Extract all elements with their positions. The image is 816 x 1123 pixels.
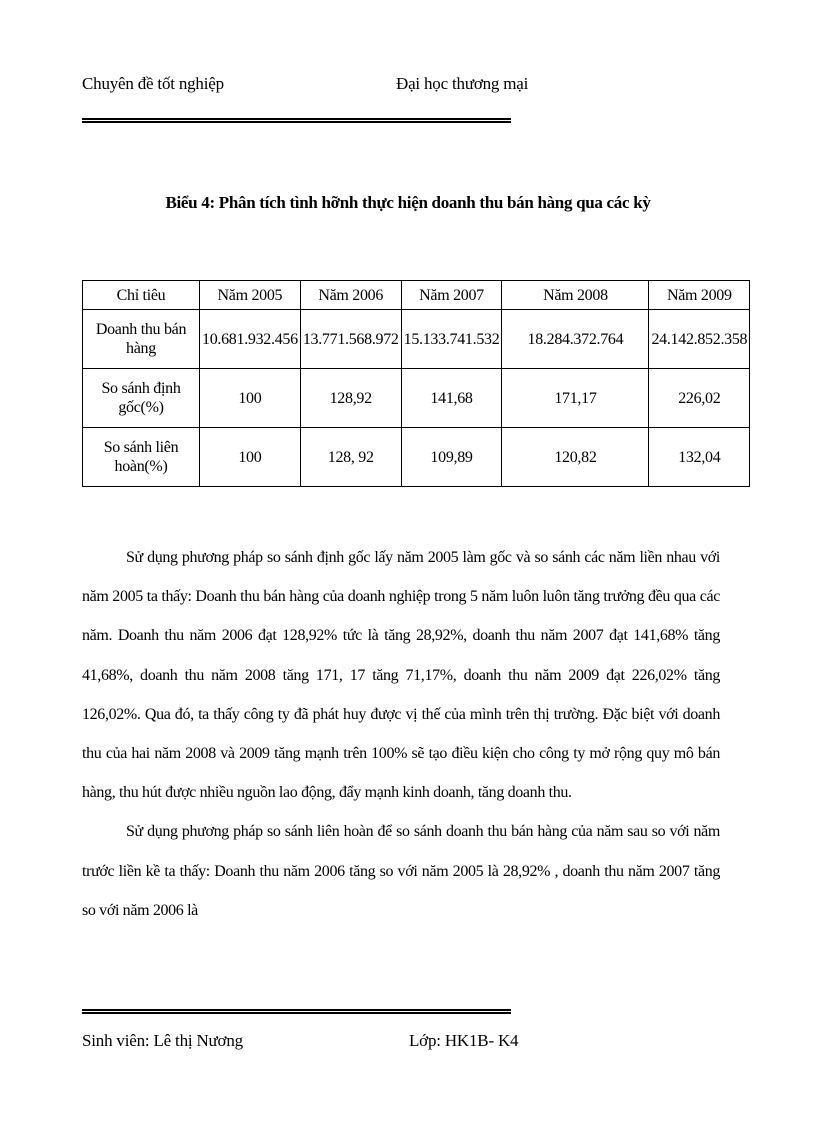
body-text bbox=[82, 538, 720, 930]
table-cell: 128,92 bbox=[300, 369, 401, 428]
header-divider bbox=[82, 118, 511, 123]
table-cell: 109,89 bbox=[401, 428, 502, 487]
revenue-table bbox=[82, 280, 750, 487]
header-cell: Chỉ tiêu bbox=[83, 281, 200, 310]
header-cell: Năm 2005 bbox=[200, 281, 301, 310]
header-cell: Năm 2009 bbox=[649, 281, 750, 310]
table-cell: 18.284.372.764 bbox=[502, 310, 649, 369]
table-cell: 13.771.568.972 bbox=[300, 310, 401, 369]
table-cell: 100 bbox=[200, 428, 301, 487]
header-cell: Năm 2006 bbox=[300, 281, 401, 310]
table-cell: 15.133.741.532 bbox=[401, 310, 502, 369]
table-row bbox=[83, 369, 750, 428]
table-cell: 120,82 bbox=[502, 428, 649, 487]
table-cell: 24.142.852.358 bbox=[649, 310, 750, 369]
table-row bbox=[83, 310, 750, 369]
row-label-cell: So sánh liên hoàn(%) bbox=[83, 428, 200, 487]
table-row bbox=[83, 428, 750, 487]
table-cell: 10.681.932.456 bbox=[200, 310, 301, 369]
header-right-title: Đại học thương mại bbox=[396, 74, 529, 93]
paragraph: Sử dụng phương pháp so sánh liên hoàn để so sánh doanh thu bán hàng của năm sau so với năm trước liền kề ta thấy: Doanh thu năm 2006 tăng so với năm 2005 là 28,92% , doanh thu năm 2007 tăng so với năm 2006 là bbox=[82, 823, 720, 919]
header-cell: Năm 2008 bbox=[502, 281, 649, 310]
paragraph: Sử dụng phương pháp so sánh định gốc lấy năm 2005 làm gốc và so sánh các năm liền nhau với năm 2005 ta thấy: Doanh thu bán hàng của doanh nghiệp trong 5 năm luôn luôn tăng trưởng đều qua các năm. Doanh thu năm 2006 đạt 128,92% tức là tăng 28,92%, doanh thu năm 2007 đạt 141,68% tăng 41,68%, doanh thu năm 2008 tăng 171, 17 tăng 71,17%, doanh thu năm 2009 đạt 226,02% tăng 126,02%. Qua đó, ta thấy công ty đã phát huy được vị thế của mình trên thị trường. Đặc biệt với doanh thu của hai năm 2008 và 2009 tăng mạnh trên 100% sẽ tạo điều kiện cho công ty mở rộng quy mô bán hàng, thu hút được nhiều nguồn lao động, đẩy mạnh kinh doanh, tăng doanh thu. bbox=[82, 549, 720, 802]
table-cell: 132,04 bbox=[649, 428, 750, 487]
footer-class: Lớp: HK1B- K4 bbox=[409, 1031, 519, 1050]
table-cell: 100 bbox=[200, 369, 301, 428]
table-cell: 141,68 bbox=[401, 369, 502, 428]
table-cell: 171,17 bbox=[502, 369, 649, 428]
header-left-title: Chuyên đề tốt nghiệp bbox=[82, 74, 224, 93]
header-cell: Năm 2007 bbox=[401, 281, 502, 310]
footer-divider bbox=[82, 1009, 511, 1014]
table-header-row bbox=[83, 281, 750, 310]
row-label-cell: So sánh định gốc(%) bbox=[83, 369, 200, 428]
footer-student-name: Sinh viên: Lê thị Nương bbox=[82, 1031, 243, 1050]
table-cell: 128, 92 bbox=[300, 428, 401, 487]
table-caption: Biểu 4: Phân tích tình hỡnh thực hiện doanh thu bán hàng qua các kỳ bbox=[165, 193, 651, 212]
table-cell: 226,02 bbox=[649, 369, 750, 428]
row-label-cell: Doanh thu bán hàng bbox=[83, 310, 200, 369]
